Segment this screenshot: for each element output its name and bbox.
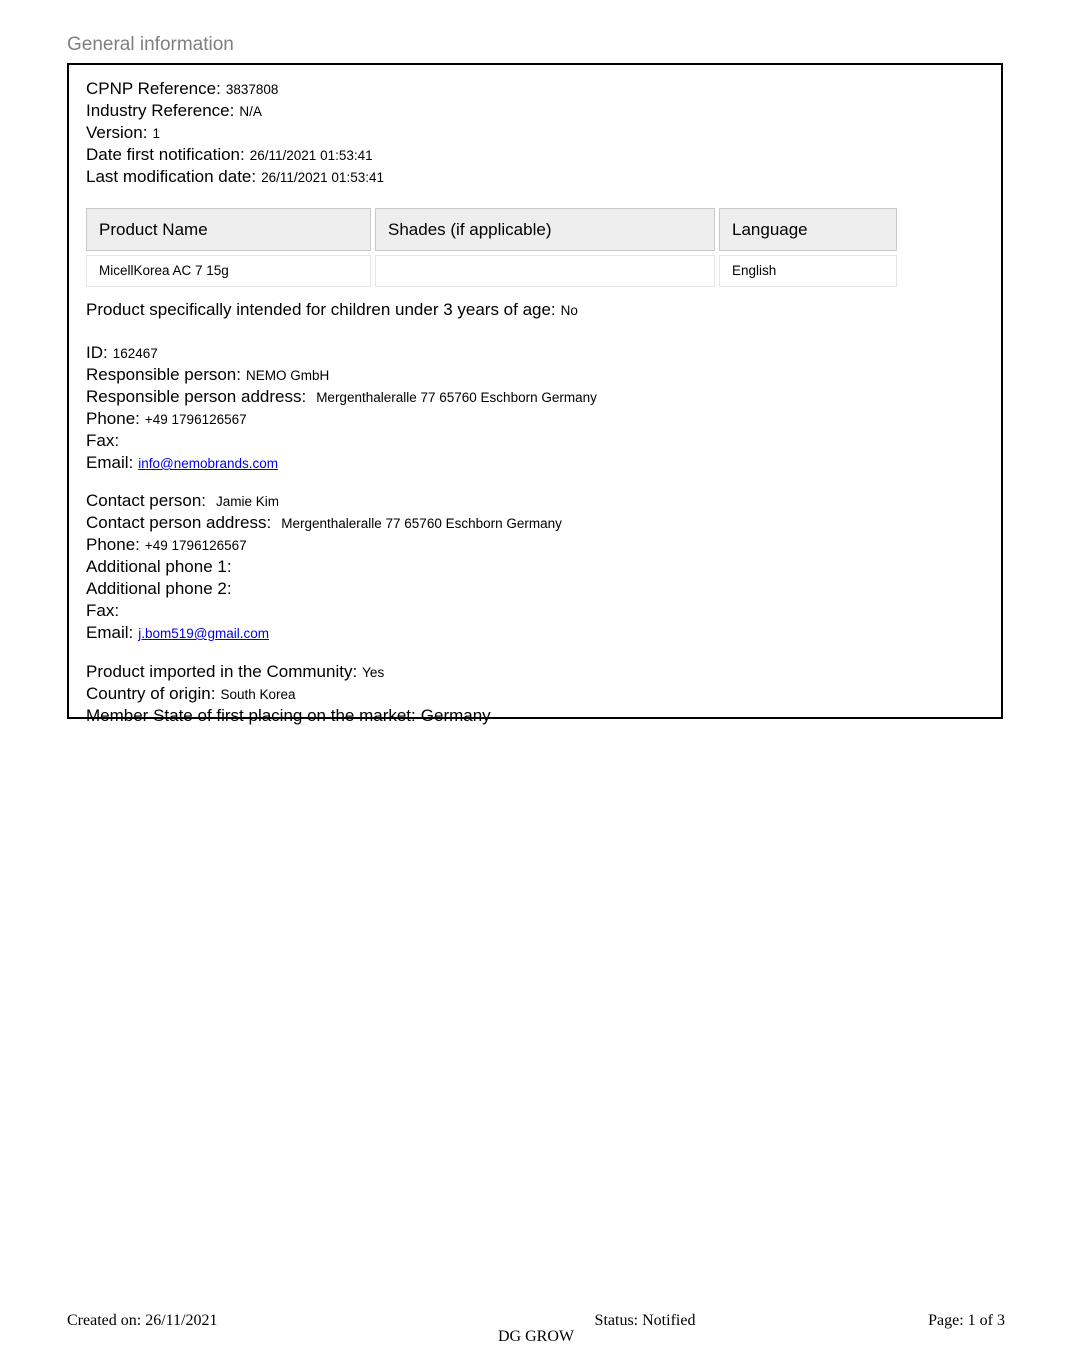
field-phone bbox=[86, 534, 984, 556]
field-label: Email: bbox=[86, 623, 134, 642]
field-label: Fax: bbox=[86, 431, 120, 450]
field-label: Email: bbox=[86, 453, 134, 472]
field-contact-person bbox=[86, 490, 984, 512]
contact-person-section bbox=[86, 490, 984, 644]
field-label: Date first notification: bbox=[86, 145, 245, 164]
field-value: 3837808 bbox=[225, 82, 279, 97]
field-email bbox=[86, 452, 984, 474]
field-value: NEMO GmbH bbox=[245, 368, 330, 383]
field-member-state-first-placing bbox=[86, 705, 984, 726]
field-value: 162467 bbox=[112, 346, 158, 361]
field-label: Industry Reference: bbox=[86, 101, 235, 120]
field-label: ID: bbox=[86, 343, 108, 362]
field-label: Additional phone 2: bbox=[86, 579, 232, 598]
field-phone bbox=[86, 408, 984, 430]
field-label: Version: bbox=[86, 123, 148, 142]
meta-section bbox=[86, 78, 984, 188]
field-label: Product specifically intended for children under 3 years of age: bbox=[86, 300, 556, 319]
contact-email-link[interactable]: j.bom519@gmail.com bbox=[138, 626, 269, 641]
field-value: Germany bbox=[420, 706, 491, 725]
field-label: Member State of first placing on the market: bbox=[86, 706, 416, 725]
field-country-of-origin bbox=[86, 683, 984, 705]
field-cpnp-reference bbox=[86, 78, 984, 100]
field-date-first-notification bbox=[86, 144, 984, 166]
field-value: No bbox=[560, 303, 578, 318]
table-header-row bbox=[86, 208, 897, 251]
field-id bbox=[86, 342, 984, 364]
field-additional-phone-2 bbox=[86, 578, 984, 600]
field-value: Mergenthaleralle 77 65760 Eschborn Germany bbox=[316, 390, 597, 405]
field-contact-person-address bbox=[86, 512, 984, 534]
field-value: +49 1796126567 bbox=[144, 538, 247, 553]
field-label: Responsible person address: bbox=[86, 387, 307, 406]
field-email bbox=[86, 622, 984, 644]
field-last-modification-date bbox=[86, 166, 984, 188]
field-label: Country of origin: bbox=[86, 684, 216, 703]
cell-language: English bbox=[719, 255, 897, 287]
product-table bbox=[82, 204, 901, 291]
field-value: South Korea bbox=[220, 687, 296, 702]
field-label: Fax: bbox=[86, 601, 120, 620]
table-header-shades: Shades (if applicable) bbox=[375, 208, 715, 251]
footer-dg-grow: DG GROW bbox=[498, 1328, 574, 1345]
field-label: Contact person: bbox=[86, 491, 207, 510]
field-industry-reference bbox=[86, 100, 984, 122]
responsible-email-link[interactable]: info@nemobrands.com bbox=[138, 456, 279, 471]
field-value: Jamie Kim bbox=[216, 494, 280, 509]
footer-status: Status: Notified bbox=[594, 1312, 696, 1329]
field-label: Responsible person: bbox=[86, 365, 241, 384]
field-product-imported bbox=[86, 661, 984, 683]
table-header-product-name: Product Name bbox=[86, 208, 371, 251]
field-fax bbox=[86, 430, 984, 452]
field-label: Last modification date: bbox=[86, 167, 257, 186]
field-label: CPNP Reference: bbox=[86, 79, 221, 98]
origin-section bbox=[86, 661, 984, 726]
field-value: +49 1796126567 bbox=[144, 412, 247, 427]
footer-page-number: Page: 1 of 3 bbox=[928, 1312, 1005, 1329]
cell-shades bbox=[375, 255, 715, 287]
field-value: 26/11/2021 01:53:41 bbox=[261, 170, 384, 185]
cell-product-name: MicellKorea AC 7 15g bbox=[86, 255, 371, 287]
table-row bbox=[86, 255, 897, 287]
footer-created-on: Created on: 26/11/2021 bbox=[67, 1312, 218, 1329]
table-header-language: Language bbox=[719, 208, 897, 251]
page-title: General information bbox=[67, 34, 234, 55]
field-fax bbox=[86, 600, 984, 622]
field-value: N/A bbox=[239, 104, 262, 119]
field-label: Phone: bbox=[86, 535, 140, 554]
field-label: Phone: bbox=[86, 409, 140, 428]
responsible-person-section bbox=[86, 342, 984, 474]
field-responsible-person bbox=[86, 364, 984, 386]
field-responsible-person-address bbox=[86, 386, 984, 408]
field-value: 1 bbox=[152, 126, 160, 141]
general-information-box bbox=[67, 63, 1003, 725]
field-value: Yes bbox=[362, 665, 385, 680]
field-label: Additional phone 1: bbox=[86, 557, 232, 576]
field-label: Product imported in the Community: bbox=[86, 662, 358, 681]
field-version bbox=[86, 122, 984, 144]
field-children-under-3 bbox=[86, 299, 984, 321]
field-value: Mergenthaleralle 77 65760 Eschborn Germany bbox=[281, 516, 562, 531]
field-value: 26/11/2021 01:53:41 bbox=[249, 148, 373, 163]
field-additional-phone-1 bbox=[86, 556, 984, 578]
field-label: Contact person address: bbox=[86, 513, 272, 532]
